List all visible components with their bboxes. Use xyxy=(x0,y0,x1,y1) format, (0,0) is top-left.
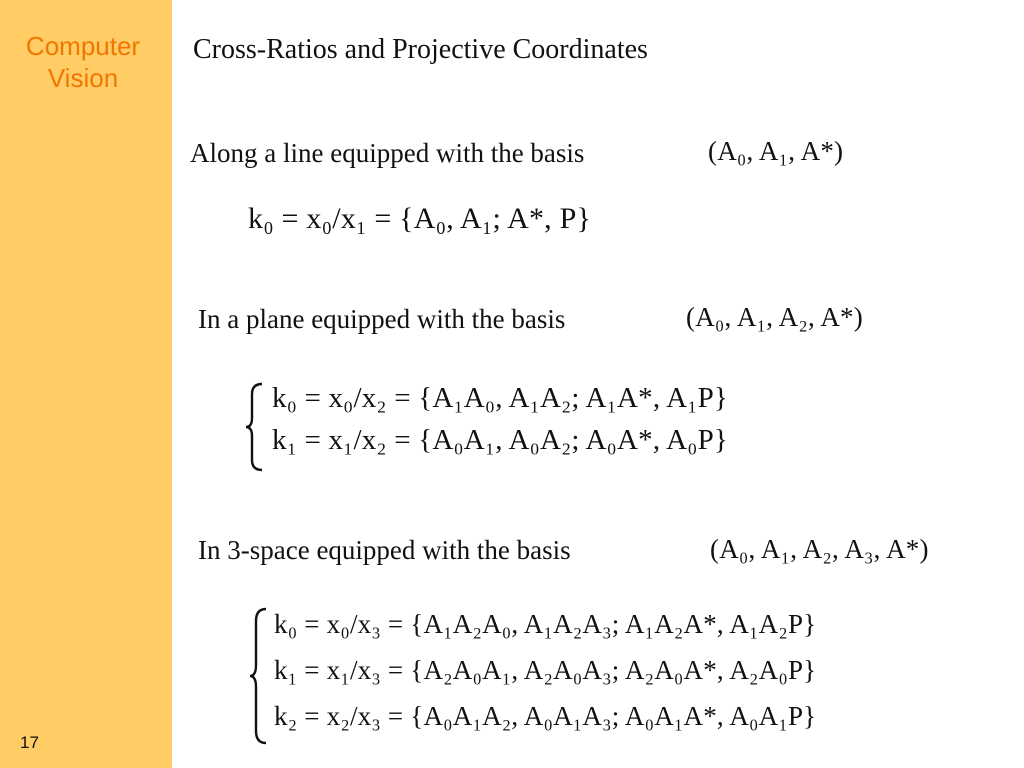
left-brace-icon xyxy=(248,607,270,745)
space-equation-k0: k₀ = x₀/x₃ = {A₁A₂A₀, A₁A₂A₃; A₁A₂A*, A₁A₂P} xyxy=(274,609,817,639)
space-equation-k2: k₂ = x₂/x₃ = {A₀A₁A₂, A₀A₁A₃; A₀A₁A*, A₀A₁P} xyxy=(274,701,817,731)
space-basis-formula: (A₀, A₁, A₂, A₃, A*) xyxy=(710,534,929,564)
space-equation-system xyxy=(248,607,1024,745)
plane-basis-formula: (A₀, A₁, A₂, A*) xyxy=(686,302,863,332)
line-basis-text: Along a line equipped with the basis xyxy=(190,138,585,168)
line-basis-formula: (A₀, A₁, A*) xyxy=(708,136,844,166)
plane-basis-text: In a plane equipped with the basis xyxy=(198,304,566,334)
sidebar xyxy=(0,0,172,768)
plane-equation-k0: k₀ = x₀/x₂ = {A₁A₀, A₁A₂; A₁A*, A₁P} xyxy=(272,382,729,414)
line-cross-ratio-equation: k₀ = x₀/x₁ = {A₀, A₁; A*, P} xyxy=(248,202,592,235)
page-number: 17 xyxy=(20,733,39,752)
left-brace-icon xyxy=(244,382,266,472)
plane-equation-k1: k₁ = x₁/x₂ = {A₀A₁, A₀A₂; A₀A*, A₀P} xyxy=(272,424,729,456)
plane-equation-system xyxy=(244,382,884,472)
brand-title: Computer Vision xyxy=(25,31,141,93)
space-basis-text: In 3-space equipped with the basis xyxy=(198,535,571,565)
space-equation-k1: k₁ = x₁/x₃ = {A₂A₀A₁, A₂A₀A₃; A₂A₀A*, A₂A₀P} xyxy=(274,655,817,685)
slide-title: Cross-Ratios and Projective Coordinates xyxy=(193,34,648,65)
